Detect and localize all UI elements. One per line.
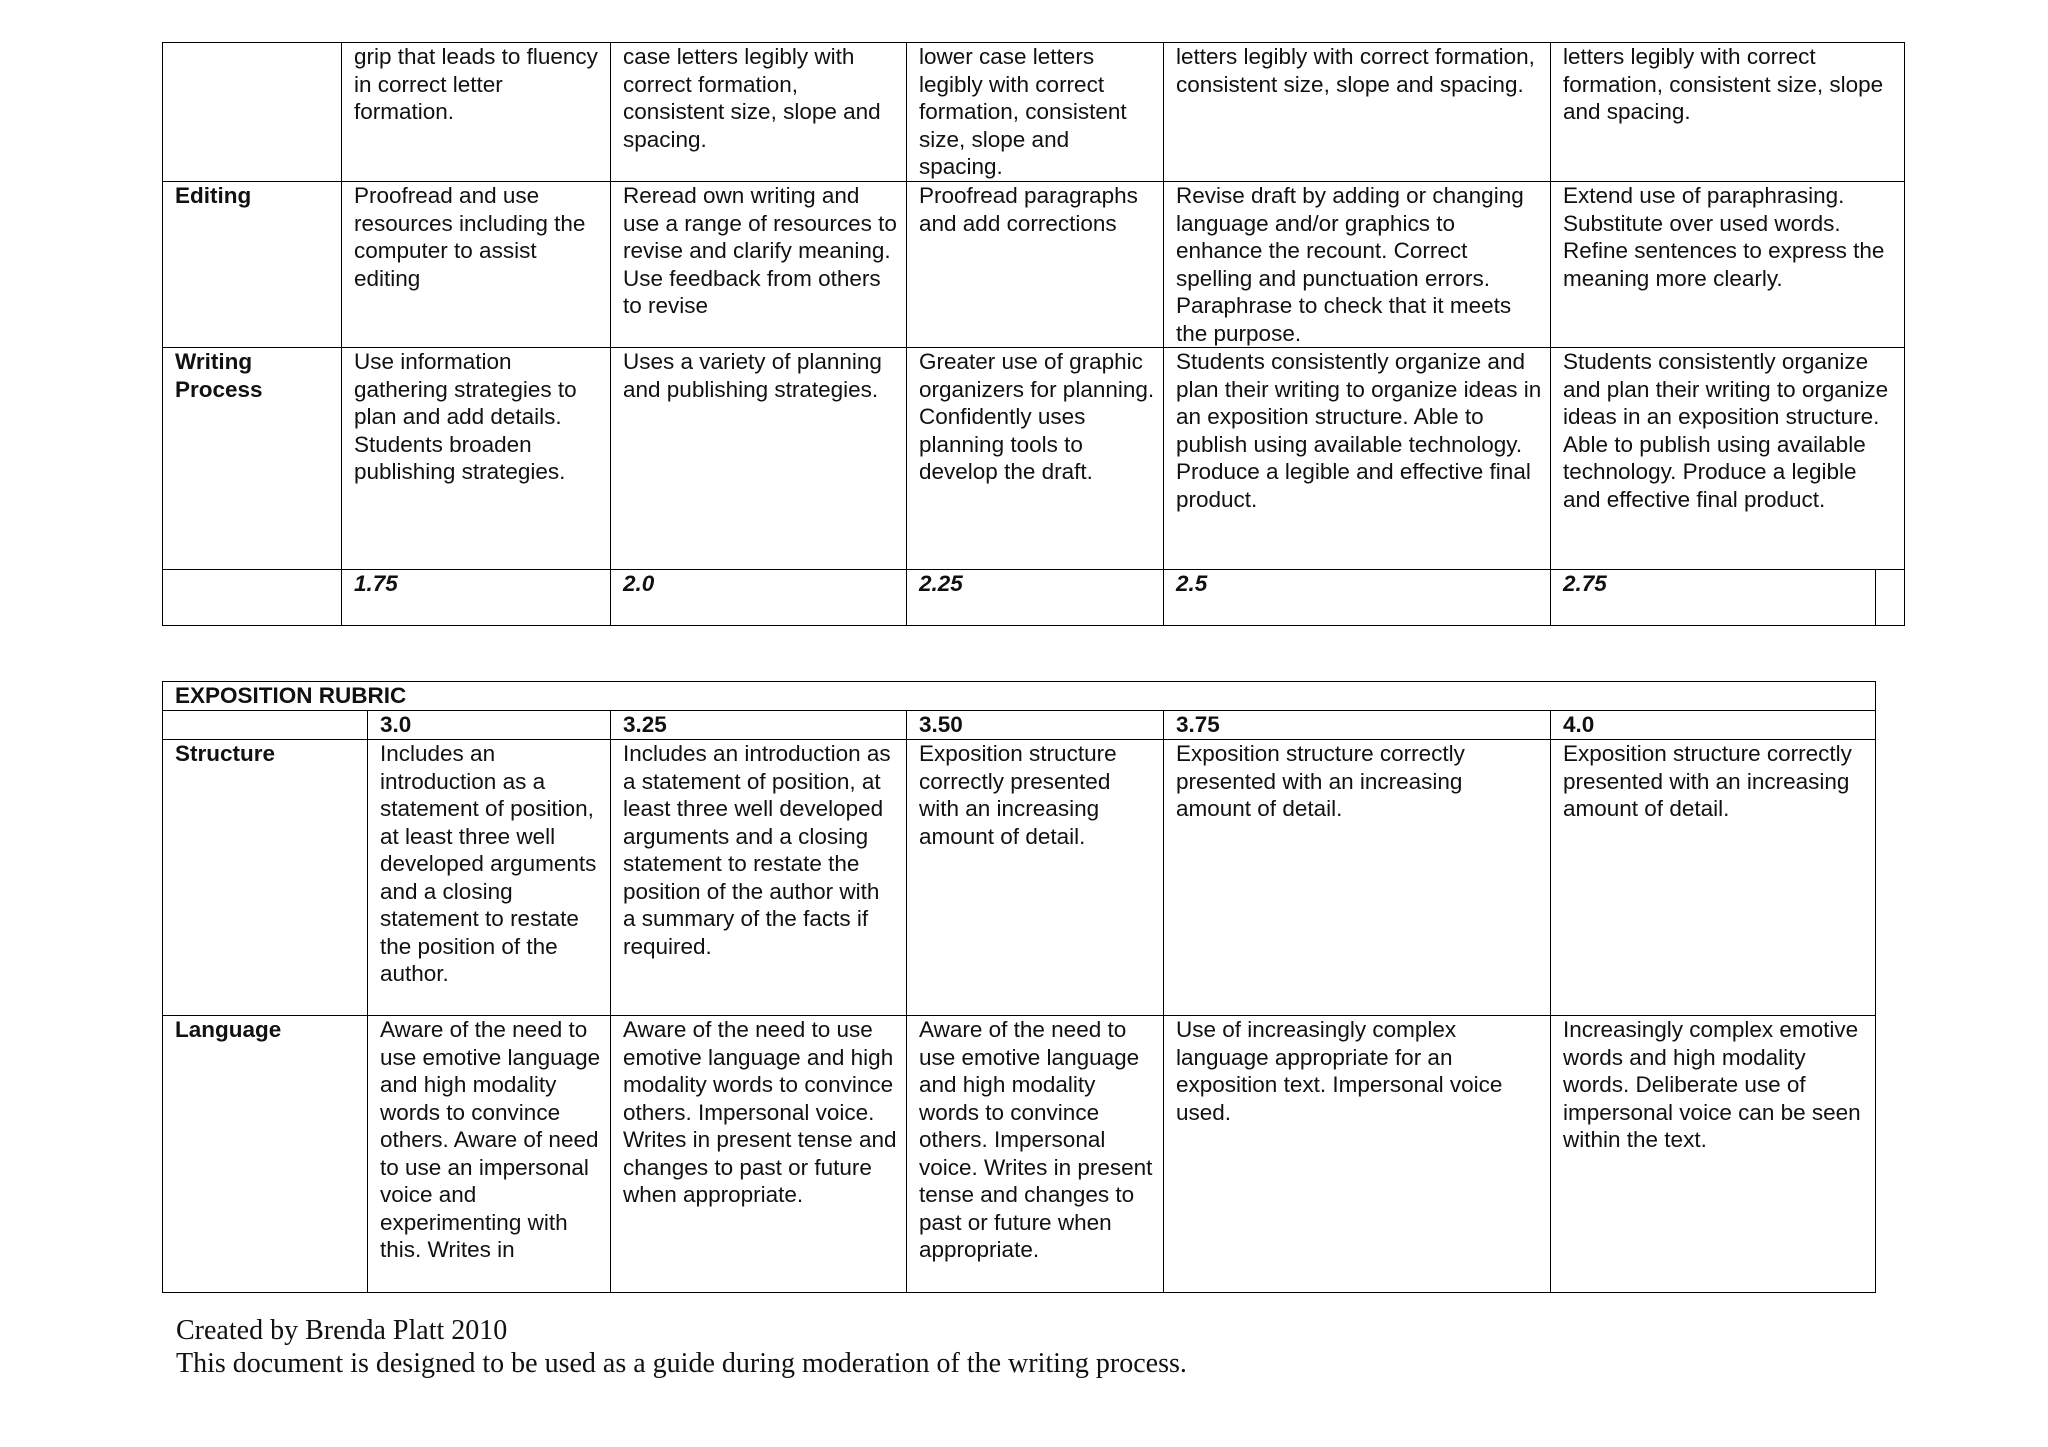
empty-cell xyxy=(1876,570,1905,626)
rubric-cell: Aware of the need to use emotive language and high modality words to convince others. Impersonal voice. Writes in present tense and changes to past or future when appropriate. xyxy=(907,1016,1164,1293)
score-value: 2.0 xyxy=(611,570,907,626)
rubric-cell: case letters legibly with correct formation, consistent size, slope and spacing. xyxy=(611,43,907,182)
rubric-cell: Extend use of paraphrasing. Substitute over used words. Refine sentences to express the meaning more clearly. xyxy=(1551,182,1905,348)
rubric-cell: lower case letters legibly with correct formation, consistent size, slope and spacing. xyxy=(907,43,1164,182)
row-label xyxy=(163,43,342,182)
rubric-cell: Includes an introduction as a statement of position, at least three well developed arguments and a closing statement to restate the position of the author. xyxy=(368,740,611,1016)
score-value: 2.25 xyxy=(907,570,1164,626)
score-row xyxy=(163,570,1905,626)
exposition-rubric-table xyxy=(162,681,1876,1293)
rubric-cell: Students consistently organize and plan their writing to organize ideas in an exposition structure. Able to publish using available technology. Produce a legible and effective final product. xyxy=(1164,348,1551,570)
rubric-cell: Increasingly complex emotive words and high modality words. Deliberate use of impersonal voice can be seen within the text. xyxy=(1551,1016,1876,1293)
rubric-cell: Greater use of graphic organizers for planning. Confidently uses planning tools to develop the draft. xyxy=(907,348,1164,570)
rubric-cell: Reread own writing and use a range of resources to revise and clarify meaning. Use feedback from others to revise xyxy=(611,182,907,348)
score-value: 2.75 xyxy=(1551,570,1876,626)
rubric-cell: letters legibly with correct formation, consistent size, slope and spacing. xyxy=(1164,43,1551,182)
row-label-structure: Structure xyxy=(163,740,368,1016)
empty-cell xyxy=(163,711,368,740)
table-row xyxy=(163,182,1905,348)
rubric-cell: Aware of the need to use emotive language and high modality words to convince others. Impersonal voice. Writes in present tense and changes to past or future when appropriate. xyxy=(611,1016,907,1293)
empty-cell xyxy=(163,570,342,626)
rubric-cell: Use information gathering strategies to plan and add details. Students broaden publishing strategies. xyxy=(342,348,611,570)
table-row xyxy=(163,43,1905,182)
column-header: 3.25 xyxy=(611,711,907,740)
row-label-language: Language xyxy=(163,1016,368,1293)
rubric-cell: Exposition structure correctly presented with an increasing amount of detail. xyxy=(1551,740,1876,1016)
table-row xyxy=(163,740,1876,1016)
column-header: 3.50 xyxy=(907,711,1164,740)
row-label-writing-process: Writing Process xyxy=(163,348,342,570)
rubric-cell: Uses a variety of planning and publishing strategies. xyxy=(611,348,907,570)
rubric-cell: Exposition structure correctly presented with an increasing amount of detail. xyxy=(1164,740,1551,1016)
rubric-cell: Use of increasingly complex language appropriate for an exposition text. Impersonal voice used. xyxy=(1164,1016,1551,1293)
rubric-cell: Exposition structure correctly presented with an increasing amount of detail. xyxy=(907,740,1164,1016)
score-value: 2.5 xyxy=(1164,570,1551,626)
table-row xyxy=(163,1016,1876,1293)
rubric-cell: grip that leads to fluency in correct letter formation. xyxy=(342,43,611,182)
rubric-cell: letters legibly with correct formation, consistent size, slope and spacing. xyxy=(1551,43,1905,182)
rubric-cell: Aware of the need to use emotive language and high modality words to convince others. Aware of need to use an impersonal voice and experimenting with this. Writes in xyxy=(368,1016,611,1293)
footer-note: This document is designed to be used as a guide during moderation of the writing process. xyxy=(176,1348,1187,1379)
footer-credit: Created by Brenda Platt 2010 xyxy=(176,1315,508,1346)
rubric-cell: Includes an introduction as a statement of position, at least three well developed arguments and a closing statement to restate the position of the author with a summary of the facts if required. xyxy=(611,740,907,1016)
column-header: 3.75 xyxy=(1164,711,1551,740)
rubric-table-continued xyxy=(162,42,1905,626)
rubric-title-row xyxy=(163,682,1876,711)
table-row xyxy=(163,348,1905,570)
rubric-cell: Students consistently organize and plan their writing to organize ideas in an exposition structure. Able to publish using available technology. Produce a legible and effective final product. xyxy=(1551,348,1905,570)
score-value: 1.75 xyxy=(342,570,611,626)
rubric-cell: Proofread paragraphs and add corrections xyxy=(907,182,1164,348)
rubric-cell: Proofread and use resources including the computer to assist editing xyxy=(342,182,611,348)
column-header: 4.0 xyxy=(1551,711,1876,740)
rubric-title: EXPOSITION RUBRIC xyxy=(163,682,1876,711)
row-label-editing: Editing xyxy=(163,182,342,348)
column-header: 3.0 xyxy=(368,711,611,740)
rubric-cell: Revise draft by adding or changing language and/or graphics to enhance the recount. Correct spelling and punctuation errors. Paraphrase to check that it meets the purpose. xyxy=(1164,182,1551,348)
column-header-row xyxy=(163,711,1876,740)
